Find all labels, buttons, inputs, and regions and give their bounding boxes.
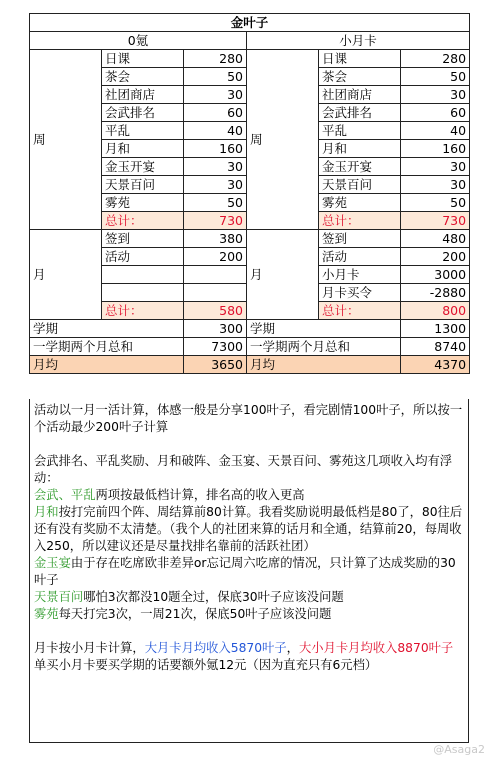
- weekly-item-value: 160: [184, 140, 247, 158]
- note-card-sep: ，: [286, 641, 299, 655]
- monthly-item-label: [102, 284, 184, 302]
- column-header-free: 0氪: [30, 32, 247, 50]
- note-tianjing: [34, 589, 464, 606]
- note-huiwu-text: 两项按最低档计算，排名高的收入更高: [95, 488, 305, 502]
- weekly-item-value: 30: [401, 158, 470, 176]
- semester-row: [30, 320, 470, 338]
- note-wuyuan: [34, 606, 464, 623]
- monthly-item-value: [184, 284, 247, 302]
- highlight-wuyuan: 雾苑: [34, 607, 59, 621]
- highlight-tianjing: 天景百问: [34, 590, 84, 604]
- note-yuehe: [34, 504, 464, 555]
- sheet-title: 金叶子: [30, 14, 470, 32]
- monthly-item-value: 380: [184, 230, 247, 248]
- weekly-item-label: 社团商店: [319, 86, 401, 104]
- weekly-row: [30, 50, 470, 68]
- monthly-average-row-label: 月均: [30, 356, 184, 374]
- weekly-item-label: 茶会: [319, 68, 401, 86]
- monthly-item-label: [102, 266, 184, 284]
- weekly-item-label: 会武排名: [319, 104, 401, 122]
- column-header-small-monthly-card: 小月卡: [247, 32, 470, 50]
- income-table: [29, 13, 470, 374]
- monthly-average-row-value-card: 4370: [401, 356, 470, 374]
- monthly-average-row: [30, 356, 470, 374]
- monthly-item-label: 活动: [102, 248, 184, 266]
- weekly-item-label: 日课: [319, 50, 401, 68]
- weekly-section-label: 周: [30, 50, 102, 230]
- weekly-item-label: 平乱: [102, 122, 184, 140]
- monthly-section-label: 月: [30, 230, 102, 320]
- note-floating-intro: 会武排名、平乱奖励、月和破阵、金玉宴、天景百问、雾苑这几项收入均有浮动：: [34, 454, 453, 485]
- weekly-total-value: 730: [401, 212, 470, 230]
- monthly-total-value: 580: [184, 302, 247, 320]
- monthly-item-label: 签到: [319, 230, 401, 248]
- semester-row-value-card: 1300: [401, 320, 470, 338]
- two-month-sum-row-value-card: 8740: [401, 338, 470, 356]
- weekly-item-label: 金玉开宴: [102, 158, 184, 176]
- weekly-item-label: 雾苑: [102, 194, 184, 212]
- note-activity: 活动以一月一活计算，体感一般是分享100叶子，看完剧情100叶子，所以按一个活动最少200叶子计算: [34, 403, 463, 434]
- weekly-section-label: 周: [247, 50, 319, 230]
- semester-row-label: 学期: [247, 320, 401, 338]
- semester-row-label: 学期: [30, 320, 184, 338]
- weekly-item-value: 50: [184, 194, 247, 212]
- note-semester-cost: 单买小月卡要买学期的话要额外氪12元（因为直充只有6元档）: [34, 658, 378, 672]
- weekly-item-label: 金玉开宴: [319, 158, 401, 176]
- notes-section: [29, 399, 469, 743]
- weekly-item-value: 160: [401, 140, 470, 158]
- monthly-row: [30, 230, 470, 248]
- weekly-item-value: 30: [184, 158, 247, 176]
- note-card-text: 月卡按小月卡计算，: [34, 641, 145, 655]
- weekly-item-value: 40: [401, 122, 470, 140]
- monthly-item-value: [184, 266, 247, 284]
- monthly-average-row-label: 月均: [247, 356, 401, 374]
- weekly-item-label: 月和: [102, 140, 184, 158]
- weekly-item-label: 天景百问: [319, 176, 401, 194]
- monthly-item-value: 200: [401, 248, 470, 266]
- monthly-total-label: 总计：: [319, 302, 401, 320]
- monthly-item-value: 200: [184, 248, 247, 266]
- weekly-item-value: 50: [401, 68, 470, 86]
- highlight-both-cards: 大小月卡月均收入8870叶子: [298, 641, 454, 655]
- weekly-item-label: 月和: [319, 140, 401, 158]
- monthly-average-row-value-free: 3650: [184, 356, 247, 374]
- weekly-item-value: 50: [401, 194, 470, 212]
- monthly-item-label: 活动: [319, 248, 401, 266]
- weekly-item-label: 社团商店: [102, 86, 184, 104]
- weekly-item-label: 会武排名: [102, 104, 184, 122]
- weekly-item-value: 50: [184, 68, 247, 86]
- monthly-item-label: 签到: [102, 230, 184, 248]
- weekly-item-label: 日课: [102, 50, 184, 68]
- weekly-item-value: 30: [401, 176, 470, 194]
- weekly-total-label: 总计：: [102, 212, 184, 230]
- weekly-item-value: 30: [401, 86, 470, 104]
- monthly-item-label: 月卡买令: [319, 284, 401, 302]
- note-tianjing-text: 哪怕3次都没10题全过，保底30叶子应该没问题: [83, 590, 344, 604]
- weekly-item-label: 天景百问: [102, 176, 184, 194]
- note-yuehe-text: 按打完前四个阵、周结算前80计算。我看奖励说明最低档是80了，80往后还有没有奖励不太清楚。（我个人的社团来算的话月和全通，结算前20，每周收入250，所以建议还是尽量找排名靠前的活跃社团）: [34, 505, 463, 553]
- weekly-item-label: 平乱: [319, 122, 401, 140]
- monthly-item-value: 3000: [401, 266, 470, 284]
- note-jinyu-text: 由于存在吃席欧非差异or忘记周六吃席的情况，只计算了达成奖励的30叶子: [34, 556, 456, 587]
- weekly-item-value: 40: [184, 122, 247, 140]
- watermark: @Asaga2: [433, 743, 485, 756]
- weekly-item-value: 60: [184, 104, 247, 122]
- note-wuyuan-text: 每天打完3次，一周21次，保底50叶子应该没问题: [58, 607, 332, 621]
- monthly-item-value: -2880: [401, 284, 470, 302]
- weekly-total-value: 730: [184, 212, 247, 230]
- highlight-big-card: 大月卡月均收入5870叶子: [144, 641, 287, 655]
- note-jinyu: [34, 555, 464, 589]
- highlight-jinyu: 金玉宴: [34, 556, 71, 570]
- monthly-item-value: 480: [401, 230, 470, 248]
- note-huiwu-pingluan: [34, 487, 464, 504]
- monthly-section-label: 月: [247, 230, 319, 320]
- two-month-sum-row-label: 一学期两个月总和: [30, 338, 184, 356]
- two-month-sum-row: [30, 338, 470, 356]
- weekly-item-value: 280: [401, 50, 470, 68]
- weekly-item-value: 30: [184, 176, 247, 194]
- leaf-income-sheet: [29, 13, 469, 743]
- monthly-total-value: 800: [401, 302, 470, 320]
- weekly-item-label: 雾苑: [319, 194, 401, 212]
- highlight-yuehe: 月和: [34, 505, 59, 519]
- weekly-total-label: 总计：: [319, 212, 401, 230]
- weekly-item-value: 280: [184, 50, 247, 68]
- weekly-item-label: 茶会: [102, 68, 184, 86]
- two-month-sum-row-value-free: 7300: [184, 338, 247, 356]
- weekly-item-value: 60: [401, 104, 470, 122]
- highlight-huiwu-pingluan: 会武、平乱: [34, 488, 96, 502]
- semester-row-value-free: 300: [184, 320, 247, 338]
- weekly-item-value: 30: [184, 86, 247, 104]
- monthly-item-label: 小月卡: [319, 266, 401, 284]
- monthly-total-label: 总计：: [102, 302, 184, 320]
- two-month-sum-row-label: 一学期两个月总和: [247, 338, 401, 356]
- note-monthly-card: [34, 640, 464, 657]
